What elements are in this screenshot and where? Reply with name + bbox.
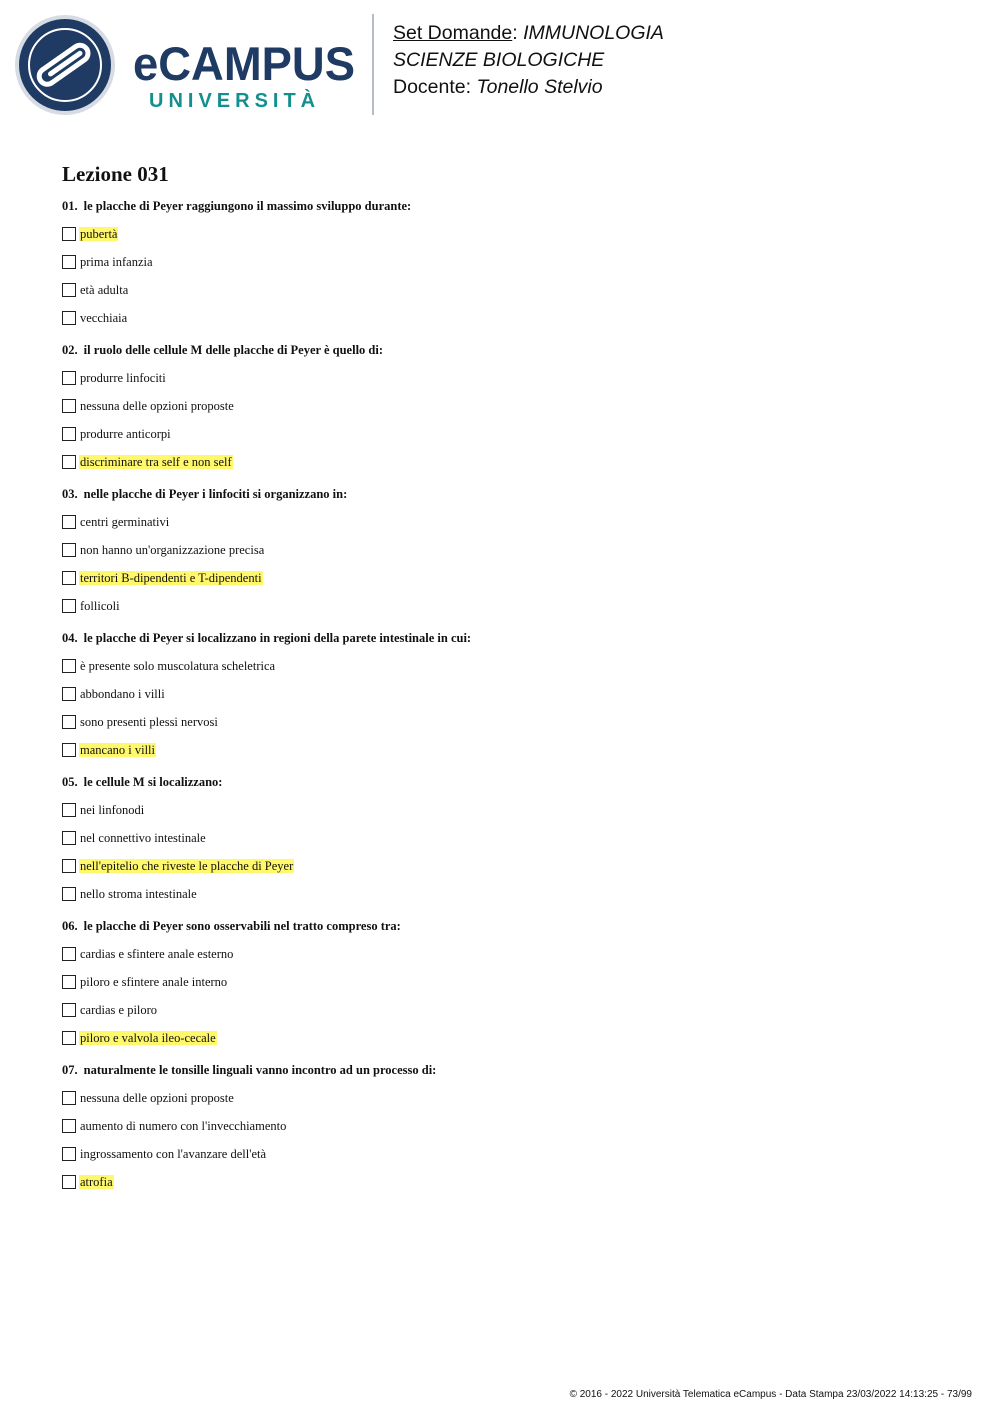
answer-label: produrre anticorpi <box>80 427 171 441</box>
question-03 <box>62 486 962 620</box>
checkbox-icon[interactable] <box>62 1003 76 1017</box>
question-01 <box>62 198 962 332</box>
question-number: 02. <box>62 343 78 357</box>
question-number: 03. <box>62 487 78 501</box>
option-list <box>62 652 962 764</box>
answer-label: cardias e piloro <box>80 1003 158 1017</box>
set-label: Set Domande <box>393 22 513 44</box>
page-header <box>0 0 1000 130</box>
question-text <box>62 486 962 502</box>
checkbox-icon[interactable] <box>62 803 76 817</box>
answer-label: sono presenti plessi nervosi <box>80 715 218 729</box>
checkbox-icon[interactable] <box>62 227 76 241</box>
answer-option[interactable] <box>62 940 962 968</box>
checkbox-icon[interactable] <box>62 371 76 385</box>
checkbox-icon[interactable] <box>62 455 76 469</box>
answer-option[interactable] <box>62 448 962 476</box>
header-info <box>393 20 664 101</box>
correct-answer-label: mancano i villi <box>80 743 155 757</box>
question-number: 01. <box>62 199 78 213</box>
answer-option[interactable] <box>62 996 962 1024</box>
ecampus-wordmark-logo <box>133 40 358 112</box>
set-value: IMMUNOLOGIA <box>523 22 664 44</box>
question-number: 04. <box>62 631 78 645</box>
question-07 <box>62 1062 962 1196</box>
option-list <box>62 364 962 476</box>
checkbox-icon[interactable] <box>62 859 76 873</box>
checkbox-icon[interactable] <box>62 399 76 413</box>
question-prompt: nelle placche di Peyer i linfociti si organizzano in: <box>83 487 348 501</box>
answer-label: centri germinativi <box>80 515 170 529</box>
checkbox-icon[interactable] <box>62 975 76 989</box>
question-text <box>62 342 962 358</box>
question-prompt: le cellule M si localizzano: <box>83 775 223 789</box>
question-prompt: le placche di Peyer raggiungono il massimo sviluppo durante: <box>83 199 412 213</box>
answer-label: piloro e sfintere anale interno <box>80 975 228 989</box>
brand-sub: UNIVERSITÀ <box>149 90 321 112</box>
correct-answer-label: atrofia <box>80 1175 113 1189</box>
answer-option[interactable] <box>62 392 962 420</box>
checkbox-icon[interactable] <box>62 687 76 701</box>
answer-option[interactable] <box>62 1024 962 1052</box>
checkbox-icon[interactable] <box>62 255 76 269</box>
answer-label: produrre linfociti <box>80 371 166 385</box>
correct-answer-label: pubertà <box>80 227 118 241</box>
checkbox-icon[interactable] <box>62 887 76 901</box>
question-prompt: naturalmente le tonsille linguali vanno incontro ad un processo di: <box>83 1063 437 1077</box>
answer-option[interactable] <box>62 796 962 824</box>
answer-label: prima infanzia <box>80 255 153 269</box>
question-number: 05. <box>62 775 78 789</box>
answer-option[interactable] <box>62 824 962 852</box>
question-text <box>62 198 962 214</box>
quiz-content <box>62 160 962 1206</box>
question-05 <box>62 774 962 908</box>
answer-option[interactable] <box>62 220 962 248</box>
question-prompt: le placche di Peyer si localizzano in regioni della parete intestinale in cui: <box>83 631 472 645</box>
answer-option[interactable] <box>62 420 962 448</box>
answer-option[interactable] <box>62 304 962 332</box>
course-name: SCIENZE BIOLOGICHE <box>393 49 605 71</box>
answer-label: aumento di numero con l'invecchiamento <box>80 1119 287 1133</box>
answer-option[interactable] <box>62 536 962 564</box>
answer-option[interactable] <box>62 1112 962 1140</box>
question-text <box>62 630 962 646</box>
answer-label: cardias e sfintere anale esterno <box>80 947 234 961</box>
page-footer: © 2016 - 2022 Università Telematica eCampus - Data Stampa 23/03/2022 14:13:25 - 73/99 <box>569 1389 972 1400</box>
docente-value: Tonello Stelvio <box>476 76 603 98</box>
answer-label: è presente solo muscolatura scheletrica <box>80 659 276 673</box>
answer-option[interactable] <box>62 680 962 708</box>
answer-label: nei linfonodi <box>80 803 145 817</box>
set-line: Set Domande: IMMUNOLOGIA <box>393 22 664 44</box>
option-list <box>62 508 962 620</box>
checkbox-icon[interactable] <box>62 311 76 325</box>
ecampus-emblem-logo <box>14 14 116 116</box>
checkbox-icon[interactable] <box>62 599 76 613</box>
answer-option[interactable] <box>62 968 962 996</box>
option-list <box>62 940 962 1052</box>
correct-answer-label: piloro e valvola ileo-cecale <box>80 1031 216 1045</box>
question-06 <box>62 918 962 1052</box>
brand-name: eCAMPUS <box>133 40 355 90</box>
question-prompt: le placche di Peyer sono osservabili nel tratto compreso tra: <box>83 919 401 933</box>
checkbox-icon[interactable] <box>62 283 76 297</box>
answer-option[interactable] <box>62 276 962 304</box>
docente-label: Docente: <box>393 76 472 98</box>
answer-option[interactable] <box>62 248 962 276</box>
checkbox-icon[interactable] <box>62 1175 76 1189</box>
checkbox-icon[interactable] <box>62 1031 76 1045</box>
question-number: 06. <box>62 919 78 933</box>
question-text <box>62 1062 962 1078</box>
answer-option[interactable] <box>62 1168 962 1196</box>
checkbox-icon[interactable] <box>62 743 76 757</box>
question-04 <box>62 630 962 764</box>
correct-answer-label: nell'epitelio che riveste le placche di Peyer <box>80 859 294 873</box>
checkbox-icon[interactable] <box>62 1091 76 1105</box>
correct-answer-label: discriminare tra self e non self <box>80 455 232 469</box>
checkbox-icon[interactable] <box>62 1147 76 1161</box>
question-text <box>62 774 962 790</box>
checkbox-icon[interactable] <box>62 427 76 441</box>
answer-label: nello stroma intestinale <box>80 887 197 901</box>
question-text <box>62 918 962 934</box>
option-list <box>62 796 962 908</box>
answer-label: nessuna delle opzioni proposte <box>80 1091 234 1105</box>
option-list <box>62 220 962 332</box>
checkbox-icon[interactable] <box>62 543 76 557</box>
question-prompt: il ruolo delle cellule M delle placche di Peyer è quello di: <box>83 343 384 357</box>
option-list <box>62 1084 962 1196</box>
checkbox-icon[interactable] <box>62 1119 76 1133</box>
answer-option[interactable] <box>62 708 962 736</box>
answer-option[interactable] <box>62 852 962 880</box>
checkbox-icon[interactable] <box>62 659 76 673</box>
checkbox-icon[interactable] <box>62 571 76 585</box>
question-02 <box>62 342 962 476</box>
answer-option[interactable] <box>62 564 962 592</box>
answer-option[interactable] <box>62 1140 962 1168</box>
answer-option[interactable] <box>62 508 962 536</box>
checkbox-icon[interactable] <box>62 947 76 961</box>
question-number: 07. <box>62 1063 78 1077</box>
answer-label: follicoli <box>80 599 120 613</box>
answer-option[interactable] <box>62 364 962 392</box>
answer-label: nessuna delle opzioni proposte <box>80 399 234 413</box>
header-divider <box>372 14 374 115</box>
checkbox-icon[interactable] <box>62 831 76 845</box>
checkbox-icon[interactable] <box>62 715 76 729</box>
answer-label: vecchiaia <box>80 311 128 325</box>
checkbox-icon[interactable] <box>62 515 76 529</box>
answer-option[interactable] <box>62 880 962 908</box>
answer-label: nel connettivo intestinale <box>80 831 206 845</box>
question-list <box>62 198 962 1196</box>
answer-label: abbondano i villi <box>80 687 165 701</box>
correct-answer-label: territori B-dipendenti e T-dipendenti <box>80 571 262 585</box>
answer-option[interactable] <box>62 736 962 764</box>
answer-option[interactable] <box>62 1084 962 1112</box>
docente-line <box>393 74 664 101</box>
answer-option[interactable] <box>62 652 962 680</box>
answer-option[interactable] <box>62 592 962 620</box>
answer-label: non hanno un'organizzazione precisa <box>80 543 265 557</box>
answer-label: ingrossamento con l'avanzare dell'età <box>80 1147 267 1161</box>
lesson-title: Lezione 031 <box>62 162 169 186</box>
answer-label: età adulta <box>80 283 129 297</box>
